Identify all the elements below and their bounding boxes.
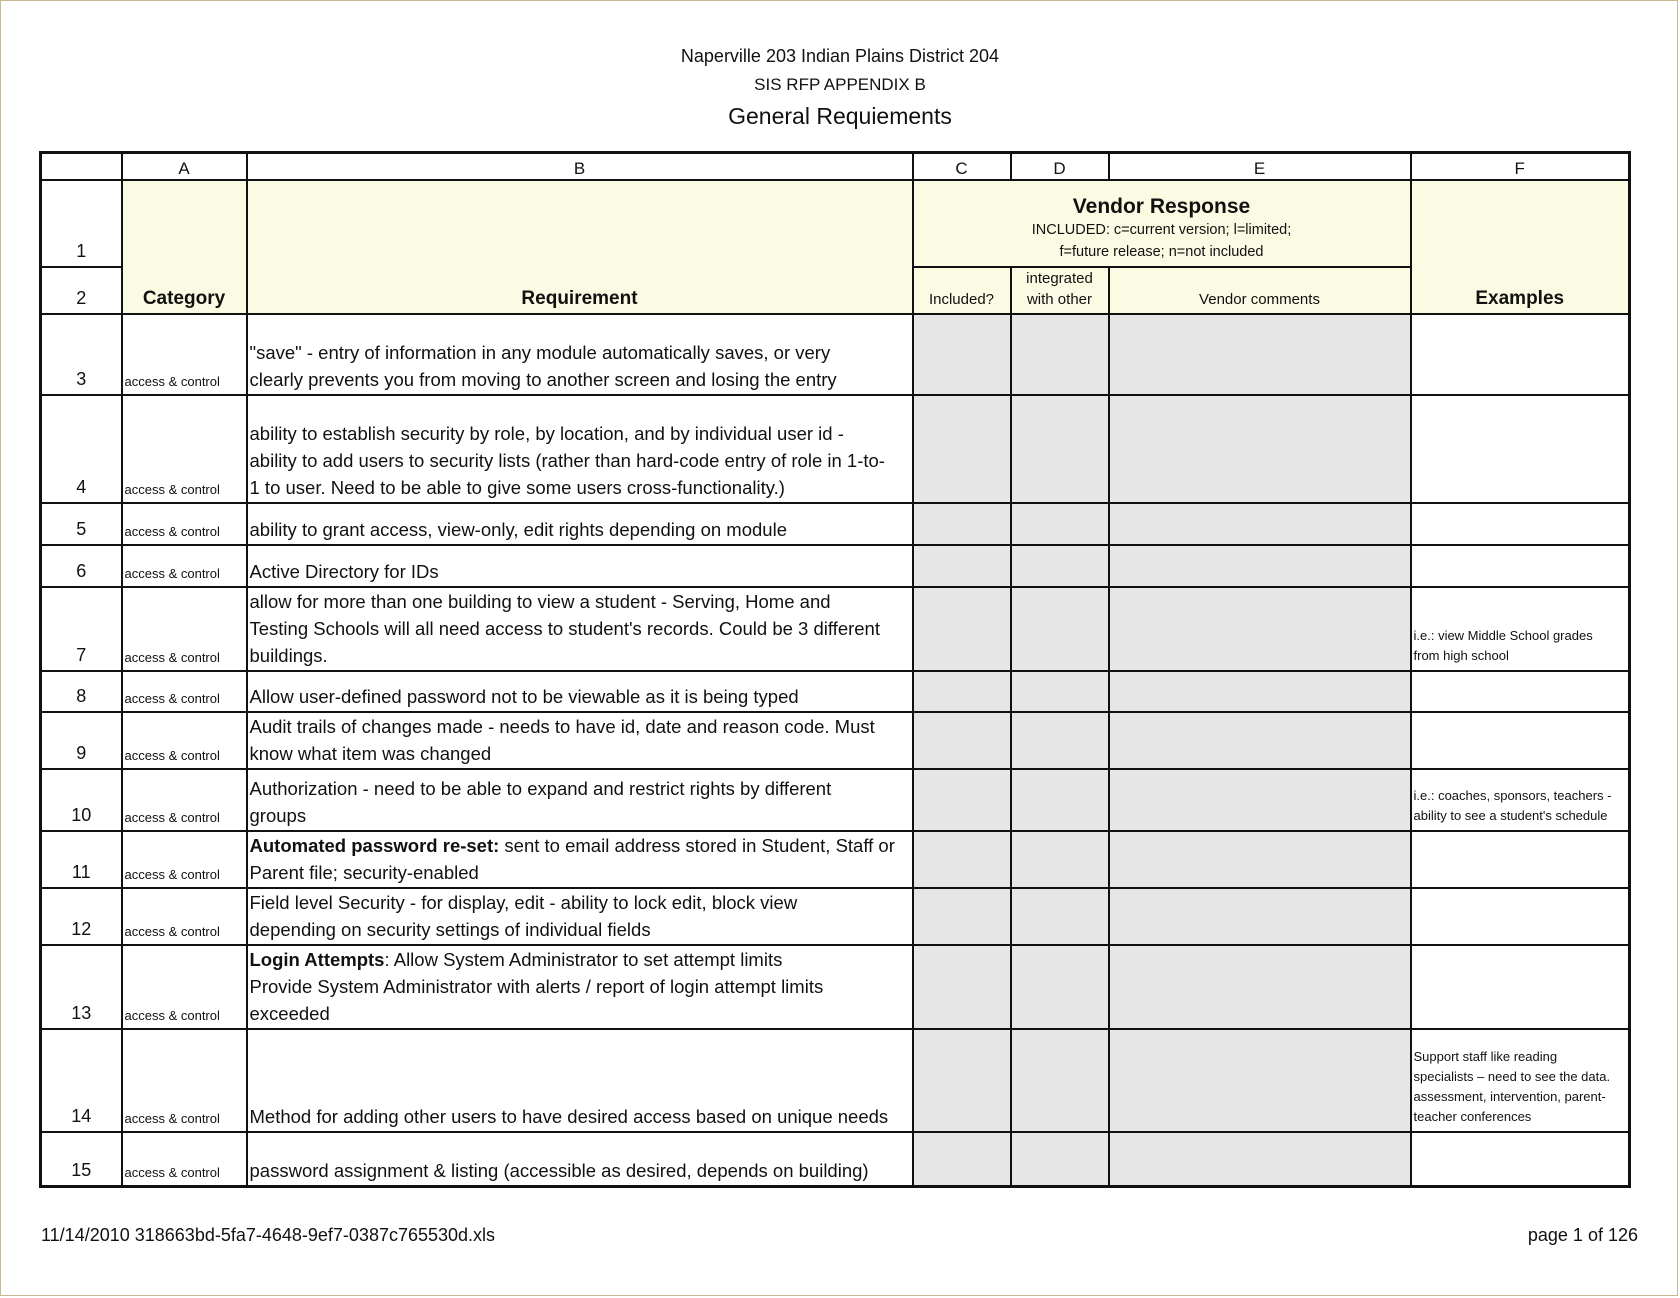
requirement-cell[interactable] [247, 314, 913, 395]
category-cell[interactable]: access & control [122, 888, 247, 945]
row-number: 12 [41, 888, 122, 945]
category-cell[interactable]: access & control [122, 395, 247, 503]
category-cell[interactable]: access & control [122, 587, 247, 671]
requirement-text: : Allow System Administrator to set attempt limits [384, 949, 783, 970]
examples-cell[interactable] [1411, 945, 1630, 1029]
integrated-cell[interactable] [1011, 831, 1109, 888]
included-cell[interactable] [913, 831, 1011, 888]
vendor-comments-cell[interactable] [1109, 1132, 1411, 1186]
vendor-comments-cell[interactable] [1109, 831, 1411, 888]
requirement-cell[interactable] [247, 587, 913, 671]
requirement-cell[interactable] [247, 671, 913, 712]
requirement-text: sent to email address stored in Student, Staff or [499, 835, 895, 856]
column-header-d[interactable]: D [1011, 153, 1109, 181]
included-cell[interactable] [913, 314, 1011, 395]
integrated-cell[interactable] [1011, 945, 1109, 1029]
column-header-f[interactable]: F [1411, 153, 1630, 181]
column-header-row [41, 153, 1630, 181]
appendix-subtitle: SIS RFP APPENDIX B [754, 75, 926, 94]
vendor-comments-cell[interactable] [1109, 503, 1411, 545]
requirement-cell[interactable] [247, 945, 913, 1029]
row-number: 7 [41, 587, 122, 671]
vendor-comments-cell[interactable] [1109, 888, 1411, 945]
example-line: assessment, intervention, parent- [1413, 1089, 1606, 1104]
included-cell[interactable] [913, 1029, 1011, 1132]
included-cell[interactable] [913, 503, 1011, 545]
requirement-line: ability to establish security by role, by location, and by individual user id - [249, 423, 844, 444]
requirements-table [39, 151, 1631, 1188]
row-number: 3 [41, 314, 122, 395]
table-row [41, 1132, 1630, 1186]
vendor-comments-header[interactable]: Vendor comments [1109, 267, 1411, 314]
integrated-cell[interactable] [1011, 395, 1109, 503]
requirement-cell[interactable] [247, 888, 913, 945]
requirement-cell[interactable] [247, 545, 913, 587]
requirement-line: Audit trails of changes made - needs to have id, date and reason code. Must [249, 716, 875, 737]
requirement-cell[interactable] [247, 395, 913, 503]
requirement-line: buildings. [249, 645, 328, 666]
requirement-line: Active Directory for IDs [249, 561, 439, 582]
included-cell[interactable] [913, 888, 1011, 945]
examples-cell[interactable] [1411, 395, 1630, 503]
example-line: from high school [1413, 648, 1509, 663]
row-number: 2 [41, 267, 122, 314]
integrated-cell[interactable] [1011, 769, 1109, 831]
integrated-header-line-1: integrated [1026, 270, 1093, 287]
requirement-line: clearly prevents you from moving to another screen and losing the entry [249, 369, 837, 390]
requirement-line [250, 946, 912, 973]
included-legend-line-2: f=future release; n=not included [1059, 244, 1264, 260]
category-cell[interactable]: access & control [122, 1132, 247, 1186]
table-row [41, 888, 1630, 945]
requirement-line: groups [249, 805, 307, 826]
examples-header-cell[interactable] [1411, 180, 1630, 314]
table-row [41, 395, 1630, 503]
requirement-line: ability to add users to security lists (rather than hard-code entry of role in 1-to- [249, 450, 885, 471]
examples-cell[interactable] [1411, 587, 1630, 671]
included-cell[interactable] [913, 769, 1011, 831]
row-number: 6 [41, 545, 122, 587]
integrated-cell[interactable] [1011, 712, 1109, 769]
requirement-cell[interactable] [247, 769, 913, 831]
table-row [41, 712, 1630, 769]
row-number: 4 [41, 395, 122, 503]
integrated-cell[interactable] [1011, 1132, 1109, 1186]
header-row-1 [41, 180, 1630, 267]
requirement-line: Testing Schools will all need access to student's records. Could be 3 different [249, 618, 880, 639]
row-number: 13 [41, 945, 122, 1029]
requirement-cell[interactable] [247, 1029, 913, 1132]
table-row [41, 503, 1630, 545]
column-header-b[interactable]: B [247, 153, 913, 181]
included-legend-line-1: INCLUDED: c=current version; l=limited; [1031, 222, 1292, 238]
example-line: specialists – need to see the data. [1413, 1069, 1611, 1084]
row-number: 10 [41, 769, 122, 831]
requirement-cell[interactable] [247, 503, 913, 545]
category-cell[interactable]: access & control [122, 503, 247, 545]
requirement-line: password assignment & listing (accessible as desired, depends on building) [249, 1159, 869, 1181]
vendor-comments-cell[interactable] [1109, 769, 1411, 831]
integrated-header-line-2: with other [1026, 291, 1093, 308]
included-cell[interactable] [913, 545, 1011, 587]
requirement-line: 1 to user. Need to be able to give some users cross-functionality.) [249, 477, 785, 498]
requirement-line: ability to grant access, view-only, edit rights depending on module [249, 519, 787, 540]
vendor-comments-cell[interactable] [1109, 545, 1411, 587]
requirement-header-cell[interactable] [247, 180, 913, 314]
requirement-line: allow for more than one building to view a student - Serving, Home and [249, 591, 831, 612]
category-cell[interactable]: access & control [122, 769, 247, 831]
example-line: i.e.: view Middle School grades [1413, 628, 1593, 643]
requirement-bold-label: Login Attempts [249, 949, 385, 970]
table-row [41, 769, 1630, 831]
examples-cell[interactable] [1411, 831, 1630, 888]
integrated-cell[interactable] [1011, 545, 1109, 587]
examples-cell[interactable] [1411, 1132, 1630, 1186]
row-number: 1 [41, 180, 122, 267]
row-number: 8 [41, 671, 122, 712]
category-cell[interactable]: access & control [122, 545, 247, 587]
included-cell[interactable] [913, 395, 1011, 503]
included-cell[interactable] [913, 712, 1011, 769]
district-title: Naperville 203 Indian Plains District 204 [680, 46, 1000, 66]
example-line: Support staff like reading [1413, 1049, 1558, 1064]
vendor-response-header[interactable] [913, 180, 1411, 267]
included-cell[interactable] [913, 945, 1011, 1029]
included-header[interactable]: Included? [913, 267, 1011, 314]
examples-cell[interactable] [1411, 1029, 1630, 1132]
category-cell[interactable]: access & control [122, 831, 247, 888]
requirement-cell[interactable] [247, 831, 913, 888]
category-cell[interactable]: access & control [122, 314, 247, 395]
examples-cell[interactable] [1411, 712, 1630, 769]
integrated-cell[interactable] [1011, 1029, 1109, 1132]
requirement-line: Field level Security - for display, edit - ability to lock edit, block view [249, 892, 798, 913]
examples-cell[interactable] [1411, 314, 1630, 395]
category-cell[interactable]: access & control [122, 945, 247, 1029]
page-title: General Requiements [728, 103, 952, 129]
table-row [41, 945, 1630, 1029]
category-cell[interactable]: access & control [122, 671, 247, 712]
requirement-line: depending on security settings of individual fields [249, 919, 651, 940]
table-row [41, 1029, 1630, 1132]
included-cell[interactable] [913, 671, 1011, 712]
table-row [41, 314, 1630, 395]
vendor-comments-cell[interactable] [1109, 314, 1411, 395]
category-cell[interactable]: access & control [122, 1029, 247, 1132]
row-number: 9 [41, 712, 122, 769]
example-line: teacher conferences [1413, 1109, 1532, 1124]
examples-cell[interactable] [1411, 888, 1630, 945]
footer-page-number: page 1 of 126 [1527, 1225, 1638, 1245]
integrated-cell[interactable] [1011, 314, 1109, 395]
examples-header: Examples [1475, 288, 1565, 309]
vendor-comments-cell[interactable] [1109, 945, 1411, 1029]
requirement-cell[interactable] [247, 1132, 913, 1186]
requirement-header: Requirement [521, 288, 638, 309]
vendor-comments-cell[interactable] [1109, 587, 1411, 671]
integrated-cell[interactable] [1011, 671, 1109, 712]
examples-cell[interactable] [1411, 545, 1630, 587]
row-number: 14 [41, 1029, 122, 1132]
requirement-line: Provide System Administrator with alerts / report of login attempt limits [249, 976, 824, 997]
examples-cell[interactable] [1411, 671, 1630, 712]
table-row [41, 587, 1630, 671]
row-number: 11 [41, 831, 122, 888]
vendor-response-title: Vendor Response [1072, 195, 1251, 218]
requirement-line: know what item was changed [249, 743, 492, 764]
category-header: Category [142, 288, 226, 309]
column-header-a[interactable]: A [122, 153, 247, 181]
included-cell[interactable] [913, 1132, 1011, 1186]
requirement-line: Parent file; security-enabled [249, 862, 479, 883]
vendor-comments-cell[interactable] [1109, 1029, 1411, 1132]
requirement-line: exceeded [249, 1003, 330, 1024]
requirement-line [250, 832, 912, 859]
category-header-cell[interactable] [122, 180, 247, 314]
integrated-header[interactable] [1011, 267, 1109, 314]
column-header-e[interactable]: E [1109, 153, 1411, 181]
table-row [41, 831, 1630, 888]
examples-cell[interactable] [1411, 769, 1630, 831]
included-cell[interactable] [913, 587, 1011, 671]
examples-cell[interactable] [1411, 503, 1630, 545]
integrated-cell[interactable] [1011, 503, 1109, 545]
vendor-comments-cell[interactable] [1109, 395, 1411, 503]
footer-filename: 11/14/2010 318663bd-5fa7-4648-9ef7-0387c765530d.xls [41, 1225, 496, 1245]
requirement-line: "save" - entry of information in any module automatically saves, or very [249, 342, 831, 363]
requirement-bold-label: Automated password re-set: [249, 835, 500, 856]
requirement-line: Method for adding other users to have desired access based on unique needs [249, 1106, 889, 1127]
integrated-cell[interactable] [1011, 888, 1109, 945]
row-number: 5 [41, 503, 122, 545]
table-row [41, 545, 1630, 587]
column-header-c[interactable]: C [913, 153, 1011, 181]
example-line: i.e.: coaches, sponsors, teachers - [1413, 788, 1612, 803]
example-line: ability to see a student's schedule [1413, 808, 1608, 823]
category-cell[interactable]: access & control [122, 712, 247, 769]
row-number: 15 [41, 1132, 122, 1186]
vendor-comments-cell[interactable] [1109, 671, 1411, 712]
corner-cell[interactable] [41, 153, 122, 181]
vendor-comments-cell[interactable] [1109, 712, 1411, 769]
table-row [41, 671, 1630, 712]
requirement-line: Authorization - need to be able to expand and restrict rights by different [249, 778, 832, 799]
requirement-cell[interactable] [247, 712, 913, 769]
integrated-cell[interactable] [1011, 587, 1109, 671]
requirement-line: Allow user-defined password not to be viewable as it is being typed [249, 686, 799, 707]
